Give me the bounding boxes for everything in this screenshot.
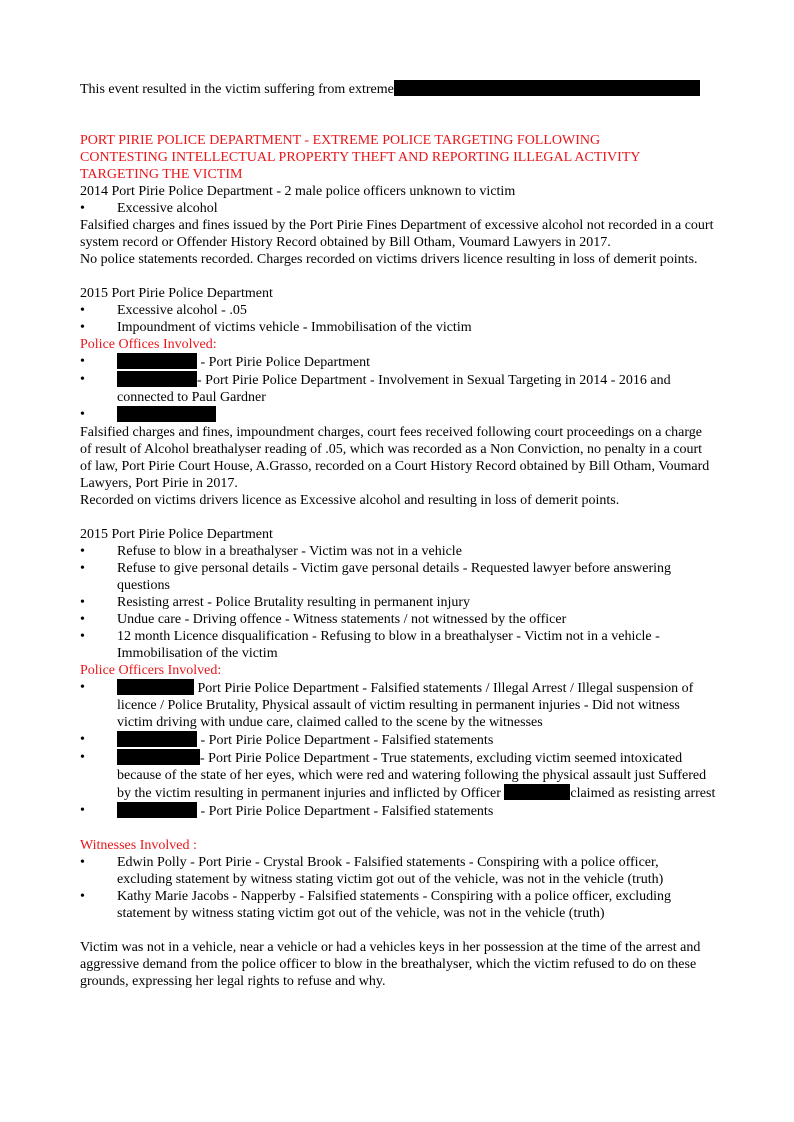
list-item: • Refuse to give personal details - Victim gave personal details - Requested lawyer before answering questions (80, 560, 716, 594)
redaction-block (117, 802, 197, 818)
redaction-block (117, 679, 194, 695)
witness-item: • Kathy Marie Jacobs - Napperby - Falsified statements - Conspiring with a police officer, excluding statement by witness stating victim got out of the vehicle, was not in the vehicle (truth) (80, 888, 716, 922)
witnesses-list (80, 854, 716, 922)
redaction-block (117, 371, 197, 387)
officer-item (80, 406, 716, 424)
section-2015a-officers-heading: Police Offices Involved: (80, 337, 217, 352)
officer-item (80, 371, 716, 406)
redaction-block (117, 406, 216, 422)
redaction-block (117, 353, 197, 369)
list-item: • Excessive alcohol - .05 (80, 302, 716, 319)
officer-item (80, 353, 716, 371)
section-2014-title: 2014 Port Pirie Police Department - 2 male police officers unknown to victim (80, 184, 516, 199)
section-2014-paragraph-1: Falsified charges and fines issued by the Port Pirie Fines Department of excessive alcohol not recorded in a court system record or Offender History Record obtained by Bill Otham, Voumard Lawyers in 2017. (80, 218, 714, 250)
list-item: • Undue care - Driving offence - Witness statements / not witnessed by the officer (80, 611, 716, 628)
list-item: • Refuse to blow in a breathalyser - Victim was not in a vehicle (80, 543, 716, 560)
section-2015b-bullets (80, 543, 716, 662)
intro-line (80, 80, 716, 98)
list-item: • Resisting arrest - Police Brutality resulting in permanent injury (80, 594, 716, 611)
closing-paragraph: Victim was not in a vehicle, near a vehicle or had a vehicles keys in her possession at the time of the arrest and aggressive demand from the police officer to blow in the breathalyser, which the victim refused to do on these grounds, expressing her legal rights to refuse and why. (80, 940, 701, 989)
officer-item (80, 749, 716, 802)
officer-text: claimed as resisting arrest (570, 786, 716, 801)
officer-text: - Port Pirie Police Department - Involvement in Sexual Targeting in 2014 - 2016 and connected to Paul Gardner (117, 373, 671, 405)
officer-text: - Port Pirie Police Department (197, 355, 371, 370)
section-2014-paragraph-2: No police statements recorded. Charges recorded on victims drivers licence resulting in loss of demerit points. (80, 252, 698, 267)
officer-item (80, 679, 716, 731)
section-heading-line-3: TARGETING THE VICTIM (80, 167, 243, 182)
officer-text: - Port Pirie Police Department - Falsified statements (197, 733, 494, 748)
section-2015a-officers (80, 353, 716, 424)
redaction-block (117, 749, 200, 765)
section-2015b-officers (80, 679, 716, 820)
list-item: • Impoundment of victims vehicle - Immobilisation of the victim (80, 319, 716, 336)
officer-item (80, 731, 716, 749)
list-item: • 12 month Licence disqualification - Refusing to blow in a breathalyser - Victim not in a vehicle - Immobilisation of the victim (80, 628, 716, 662)
section-2015b-title: 2015 Port Pirie Police Department (80, 527, 273, 542)
redaction-block (117, 731, 197, 747)
section-2015b-officers-heading: Police Officers Involved: (80, 663, 222, 678)
section-heading-line-2: CONTESTING INTELLECTUAL PROPERTY THEFT AND REPORTING ILLEGAL ACTIVITY (80, 150, 641, 165)
list-item: • Excessive alcohol (80, 200, 716, 217)
officer-text: Port Pirie Police Department - Falsified statements / Illegal Arrest / Illegal suspension of licence / Police Brutality, Physical assault of victim resulting in permanent injuries - Did not witness victim driving with undue care, claimed called to the scene by the witnesses (117, 681, 694, 730)
redaction-block (504, 784, 570, 800)
section-2015a-bullets (80, 302, 716, 336)
officer-text: - Port Pirie Police Department - Falsified statements (197, 804, 494, 819)
witness-item: • Edwin Polly - Port Pirie - Crystal Brook - Falsified statements - Conspiring with a police officer, excluding statement by witness stating victim got out of the vehicle, was not in the vehicle (truth) (80, 854, 716, 888)
redaction-block (394, 80, 700, 96)
witnesses-heading: Witnesses Involved : (80, 838, 197, 853)
section-heading-line-1: PORT PIRIE POLICE DEPARTMENT - EXTREME POLICE TARGETING FOLLOWING (80, 133, 601, 148)
section-2015a-paragraph-1: Falsified charges and fines, impoundment charges, court fees received following court proceedings on a charge of result of Alcohol breathalyser reading of .05, which was recorded as a Non Conviction, no penalty in a court of law, Port Pirie Court House, A.Grasso, recorded on a Court History Record obtained by Bill Otham, Voumard Lawyers, Port Pirie in 2017. (80, 425, 710, 491)
officer-text: - Port Pirie Police Department - True statements, excluding victim seemed intoxicated because of the state of her eyes, which were red and watering following the physical assault just Suffered by the victim resulting in permanent injuries and inflicted by Officer (117, 751, 707, 801)
section-2014-bullets (80, 200, 716, 217)
officer-item (80, 802, 716, 820)
intro-text: This event resulted in the victim suffering from extreme (80, 82, 394, 97)
section-2015a-title: 2015 Port Pirie Police Department (80, 286, 273, 301)
document-page (80, 80, 716, 990)
section-2015a-paragraph-2: Recorded on victims drivers licence as Excessive alcohol and resulting in loss of demerit points. (80, 493, 620, 508)
